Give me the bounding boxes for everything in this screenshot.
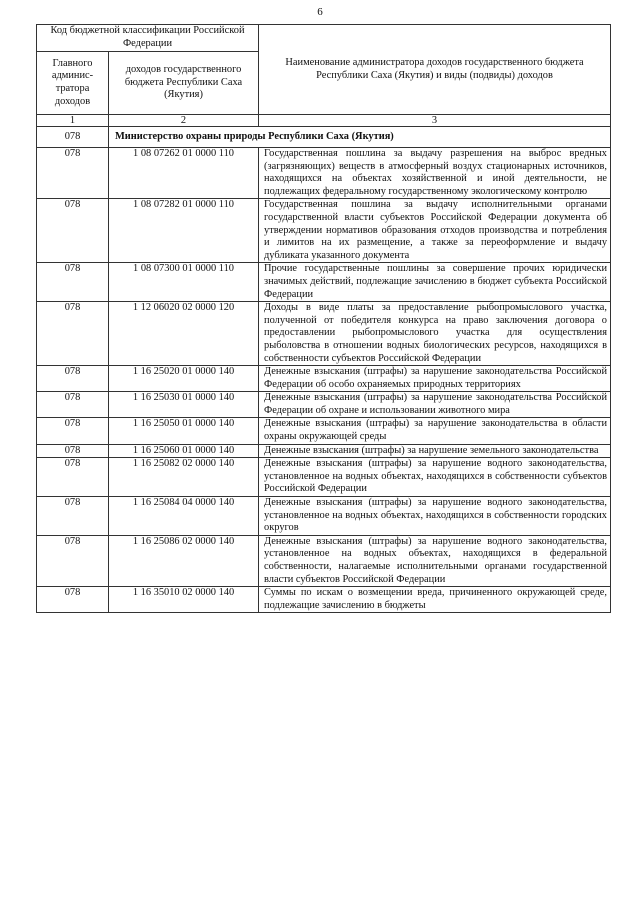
revenue-name-cell: Денежные взыскания (штрафы) за нарушение водного законодательства, установленное на водных объектах, находящихся в федеральной собственности, налагаемые исполнительными органами государственной власти субъектов Российской Федерации — [259, 535, 611, 586]
ministry-admin-code: 078 — [37, 127, 109, 148]
revenue-name-cell: Денежные взыскания (штрафы) за нарушение водного законодательства, установленное на водных объектах, находящихся в собственности городских округов — [259, 497, 611, 536]
revenue-name-cell: Денежные взыскания (штрафы) за нарушение земельного законодательства — [259, 444, 611, 458]
budget-code-cell: 1 16 25050 01 0000 140 — [109, 418, 259, 444]
revenue-name-cell: Денежные взыскания (штрафы) за нарушение законодательства Российской Федерации об особо охраняемых природных территориях — [259, 366, 611, 392]
budget-code-cell: 1 08 07262 01 0000 110 — [109, 148, 259, 199]
revenue-name-cell: Государственная пошлина за выдачу исполнительными органами государственной власти субъектов Российской Федерации документа об утверждении нормативов образования отходов производства и потребления и лимитов на их размещение, а также за переоформление и выдачу дубликата указанного документа — [259, 199, 611, 263]
ministry-title: Министерство охраны природы Республики Саха (Якутия) — [109, 127, 611, 148]
column-number-row — [37, 115, 611, 127]
table-row — [37, 458, 611, 497]
admin-code-cell: 078 — [37, 199, 109, 263]
revenue-classification-table — [36, 24, 611, 613]
table-row — [37, 444, 611, 458]
revenue-name-cell: Доходы в виде платы за предоставление рыбопромыслового участка, полученной от победителя конкурса на право заключения договора о предоставлении рыбопромыслового участка для осуществления рыболовства в отношении водных биологических ресурсов, находящихся в собственности субъектов Российской Федерации — [259, 302, 611, 366]
table-row — [37, 418, 611, 444]
budget-code-cell: 1 16 25086 02 0000 140 — [109, 535, 259, 586]
budget-code-cell: 1 08 07282 01 0000 110 — [109, 199, 259, 263]
revenue-name-cell: Прочие государственные пошлины за совершение прочих юридически значимых действий, подлежащие зачислению в бюджет субъекта Российской Федерации — [259, 263, 611, 302]
admin-code-cell: 078 — [37, 263, 109, 302]
column-number-1: 1 — [37, 115, 109, 127]
table-row — [37, 497, 611, 536]
budget-code-cell: 1 16 35010 02 0000 140 — [109, 587, 259, 613]
table-row — [37, 302, 611, 366]
header-classification-code: Код бюджетной классификации Российской Федерации — [37, 25, 259, 52]
header-revenues: доходов государственного бюджета Республики Саха (Якутия) — [109, 52, 259, 115]
admin-code-cell: 078 — [37, 302, 109, 366]
table-row — [37, 587, 611, 613]
column-number-2: 2 — [109, 115, 259, 127]
budget-code-cell: 1 16 25030 01 0000 140 — [109, 392, 259, 418]
revenue-name-cell: Денежные взыскания (штрафы) за нарушение законодательства Российской Федерации об охране и использовании животного мира — [259, 392, 611, 418]
admin-code-cell: 078 — [37, 535, 109, 586]
admin-code-cell: 078 — [37, 497, 109, 536]
admin-code-cell: 078 — [37, 366, 109, 392]
budget-code-cell: 1 16 25082 02 0000 140 — [109, 458, 259, 497]
revenue-name-cell: Денежные взыскания (штрафы) за нарушение водного законодательства, установленное на водных объектах, находящихся в собственности субъектов Российской Федерации — [259, 458, 611, 497]
admin-code-cell: 078 — [37, 392, 109, 418]
table-row — [37, 263, 611, 302]
admin-code-cell: 078 — [37, 444, 109, 458]
header-row-group — [37, 25, 611, 52]
admin-code-cell: 078 — [37, 587, 109, 613]
revenue-name-cell: Денежные взыскания (штрафы) за нарушение законодательства в области охраны окружающей среды — [259, 418, 611, 444]
admin-code-cell: 078 — [37, 148, 109, 199]
page-number: 6 — [317, 6, 323, 18]
revenue-name-cell: Государственная пошлина за выдачу разрешения на выброс вредных (загрязняющих) веществ в атмосферный воздух стационарных источников, находящихся на объектах хозяйственной и иной деятельности, не подлежащих федеральному государственному экологическому контролю — [259, 148, 611, 199]
table-row — [37, 392, 611, 418]
budget-code-cell: 1 16 25084 04 0000 140 — [109, 497, 259, 536]
table-row — [37, 366, 611, 392]
column-number-3: 3 — [259, 115, 611, 127]
revenue-name-cell: Суммы по искам о возмещении вреда, причиненного окружающей среде, подлежащие зачислению в бюджеты — [259, 587, 611, 613]
header-administrator-name: Наименование администратора доходов государственного бюджета Республики Саха (Якутия) и виды (подвиды) доходов — [259, 25, 611, 115]
table-row — [37, 199, 611, 263]
budget-code-cell: 1 16 25020 01 0000 140 — [109, 366, 259, 392]
admin-code-cell: 078 — [37, 418, 109, 444]
table-row — [37, 535, 611, 586]
budget-code-cell: 1 08 07300 01 0000 110 — [109, 263, 259, 302]
budget-code-cell: 1 12 06020 02 0000 120 — [109, 302, 259, 366]
budget-code-cell: 1 16 25060 01 0000 140 — [109, 444, 259, 458]
ministry-row — [37, 127, 611, 148]
admin-code-cell: 078 — [37, 458, 109, 497]
header-main-administrator: Главного админис-тратора доходов — [37, 52, 109, 115]
table-row — [37, 148, 611, 199]
